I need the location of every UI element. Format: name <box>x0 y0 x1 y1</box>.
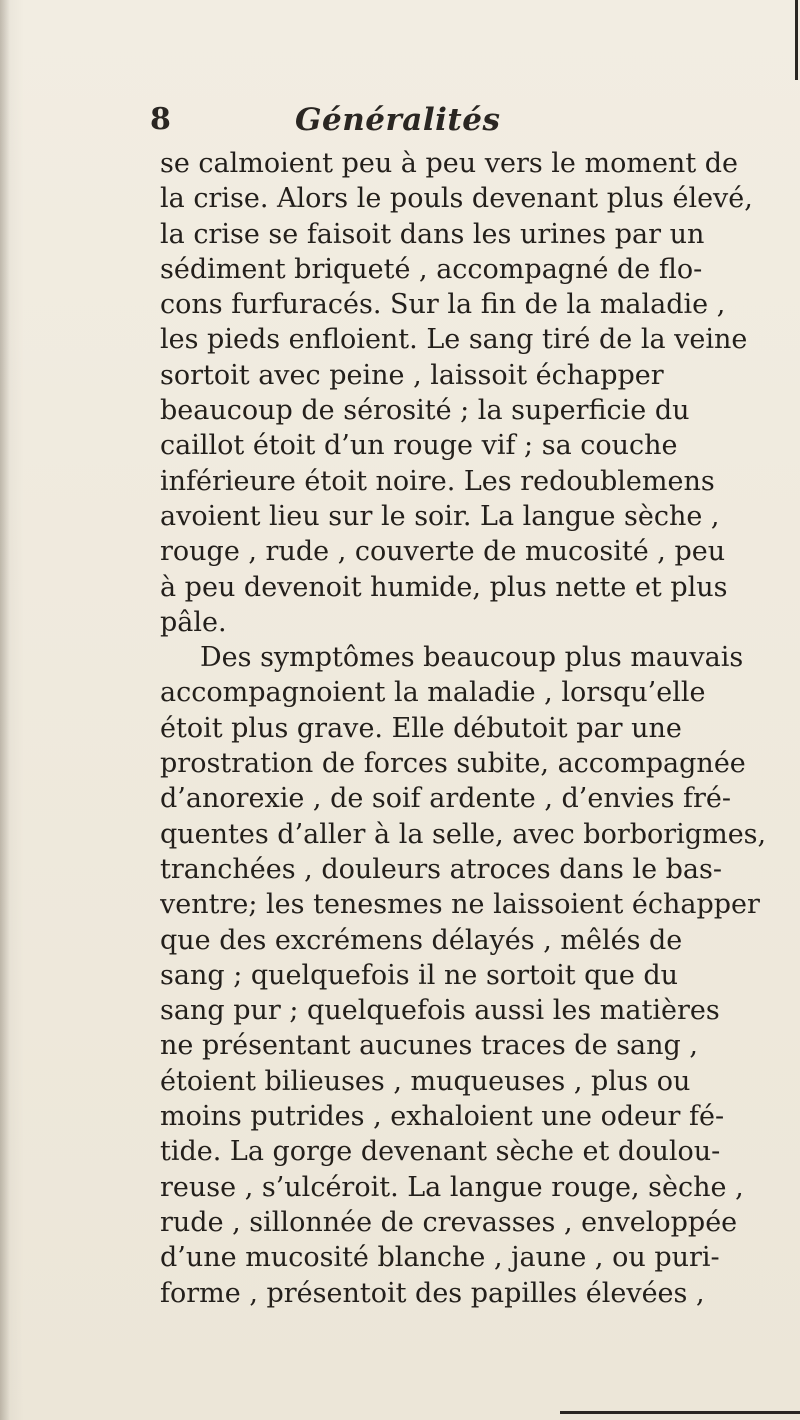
text-line: tranchées , douleurs atroces dans le bas- <box>160 853 723 885</box>
text-line: ventre; les tenesmes ne laissoient échapper <box>160 889 760 921</box>
text-line: moins putrides , exhaloient une odeur fé- <box>160 1101 725 1133</box>
text-line: avoient lieu sur le soir. La langue sèche , <box>160 500 720 532</box>
text-line: cons furfuracés. Sur la fin de la maladie , <box>160 289 726 321</box>
running-header <box>150 100 670 142</box>
text-line: tide. La gorge devenant sèche et doulou- <box>160 1136 721 1168</box>
text-line: forme , présentoit des papilles élevées , <box>160 1277 705 1309</box>
text-line: quentes d’aller à la selle, avec borborigmes, <box>160 818 767 850</box>
page-edge-line <box>795 0 798 80</box>
text-line: étoit plus grave. Elle débutoit par une <box>160 712 682 744</box>
page-gutter-shadow <box>0 0 10 1420</box>
text-line: les pieds enfloient. Le sang tiré de la veine <box>160 324 748 356</box>
text-line: d’une mucosité blanche , jaune , ou puri- <box>160 1242 720 1274</box>
page-bottom-edge-line <box>560 1411 800 1414</box>
text-line: sortoit avec peine , laissoit échapper <box>160 359 664 391</box>
text-line: inférieure étoit noire. Les redoublemens <box>160 465 715 497</box>
text-line: la crise se faisoit dans les urines par un <box>160 218 705 250</box>
running-title: Généralités <box>295 102 501 138</box>
text-line: accompagnoient la maladie , lorsqu’elle <box>160 677 706 709</box>
text-line: pâle. <box>160 606 227 638</box>
text-line: à peu devenoit humide, plus nette et plus <box>160 571 728 603</box>
text-line: rude , sillonnée de crevasses , enveloppée <box>160 1206 738 1238</box>
text-line: sang ; quelquefois il ne sortoit que du <box>160 959 679 991</box>
text-line: rouge , rude , couverte de mucosité , peu <box>160 536 726 568</box>
text-line: beaucoup de sérosité ; la superficie du <box>160 395 690 427</box>
paragraph-start-line: Des symptômes beaucoup plus mauvais <box>200 642 744 674</box>
text-line: caillot étoit d’un rouge vif ; sa couche <box>160 430 678 462</box>
page-number: 8 <box>150 102 171 137</box>
text-line: que des excrémens délayés , mêlés de <box>160 924 683 956</box>
text-line: la crise. Alors le pouls devenant plus élevé, <box>160 183 753 215</box>
text-line: prostration de forces subite, accompagnée <box>160 748 746 780</box>
text-line: reuse , s’ulcéroit. La langue rouge, sèche , <box>160 1171 744 1203</box>
body-text <box>160 146 780 1311</box>
text-line: se calmoient peu à peu vers le moment de <box>160 148 739 179</box>
text-line: étoient bilieuses , muqueuses , plus ou <box>160 1065 691 1097</box>
text-line: sédiment briqueté , accompagné de flo- <box>160 253 703 285</box>
text-line: ne présentant aucunes traces de sang , <box>160 1030 698 1062</box>
text-line: d’anorexie , de soif ardente , d’envies fré- <box>160 783 732 815</box>
text-line: sang pur ; quelquefois aussi les matières <box>160 995 720 1027</box>
